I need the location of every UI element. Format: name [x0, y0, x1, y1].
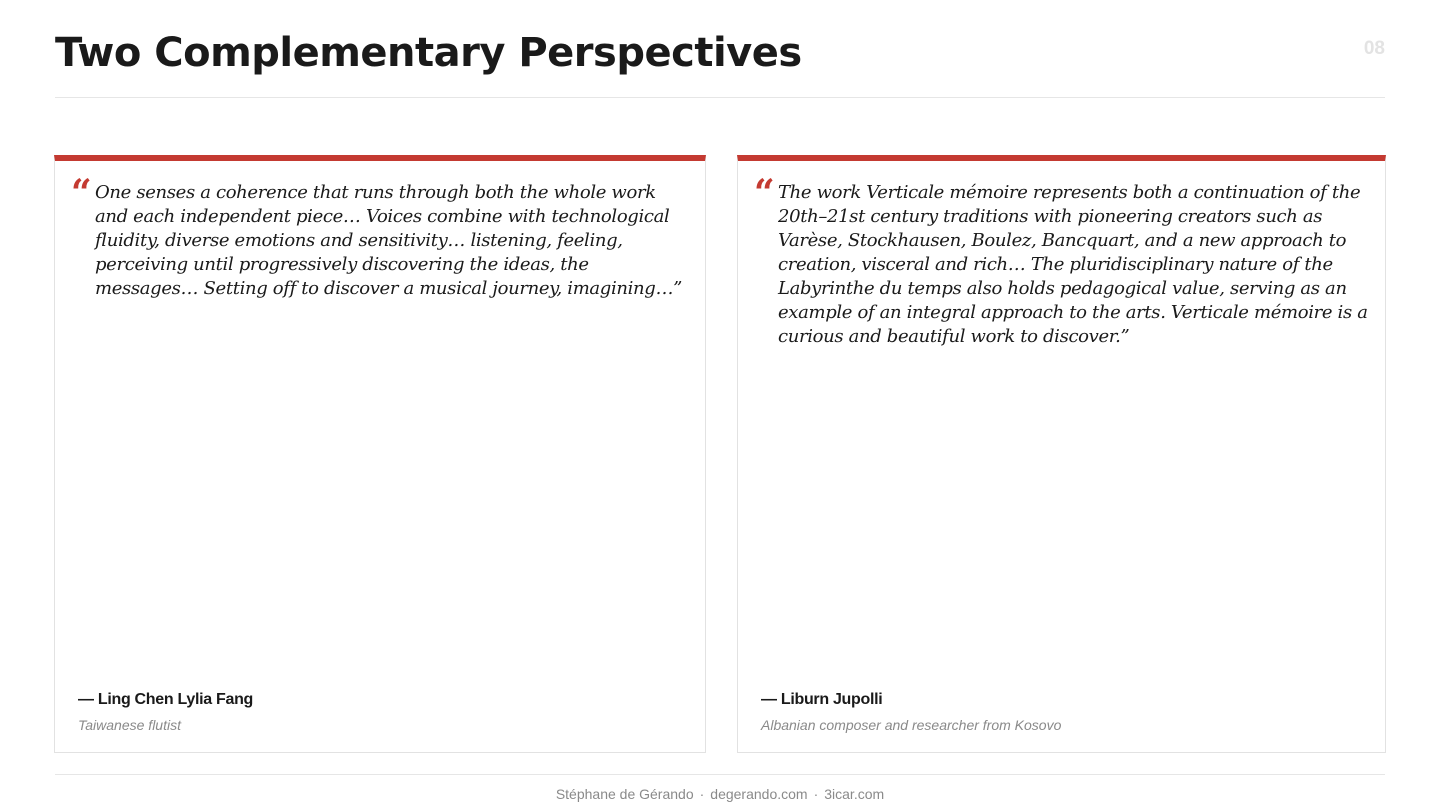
footer	[0, 786, 1440, 802]
footer-author: Stéphane de Gérando	[555, 786, 694, 802]
footer-divider	[55, 774, 1385, 775]
slide-title: Two Complementary Perspectives	[55, 30, 802, 76]
quote-text: The work Verticale mémoire represents both a continuation of the 20th–21st century traditions with pioneering creators such as Varèse, Stockhausen, Boulez, Bancquart, and a new approach to creation, visceral and rich… The pluridisciplinary nature of the Labyrinthe du temps also holds pedagogical value, serving as an example of an integral approach to the arts. Verticale mémoire is a curious and beautiful work to discover.”	[778, 182, 1368, 347]
footer-separator: ·	[699, 786, 705, 802]
footer-link-degerando[interactable]: degerando.com	[710, 786, 808, 802]
quote-mark-icon: “	[71, 172, 92, 214]
title-divider	[55, 97, 1385, 98]
quote-block	[71, 172, 691, 301]
footer-separator: ·	[813, 786, 819, 802]
quote-mark-icon: “	[754, 172, 775, 214]
footer-link-3icar[interactable]: 3icar.com	[824, 786, 885, 802]
quote-author-role: Taiwanese flutist	[78, 717, 181, 733]
quote-card-right	[737, 155, 1386, 753]
quote-author: — Ling Chen Lylia Fang	[78, 691, 254, 708]
quote-card-left	[54, 155, 706, 753]
page-number: 08	[1363, 38, 1385, 59]
quote-author-role: Albanian composer and researcher from Kosovo	[761, 717, 1062, 733]
quote-author: — Liburn Jupolli	[761, 691, 883, 708]
quote-block	[754, 172, 1371, 349]
quote-text: One senses a coherence that runs through both the whole work and each independent piece… Voices combine with technological fluidity, diverse emotions and sensitivity… listening, feeling, perceiving until progressively discovering the ideas, the messages… Setting off to discover a musical journey, imagining…”	[95, 182, 682, 299]
